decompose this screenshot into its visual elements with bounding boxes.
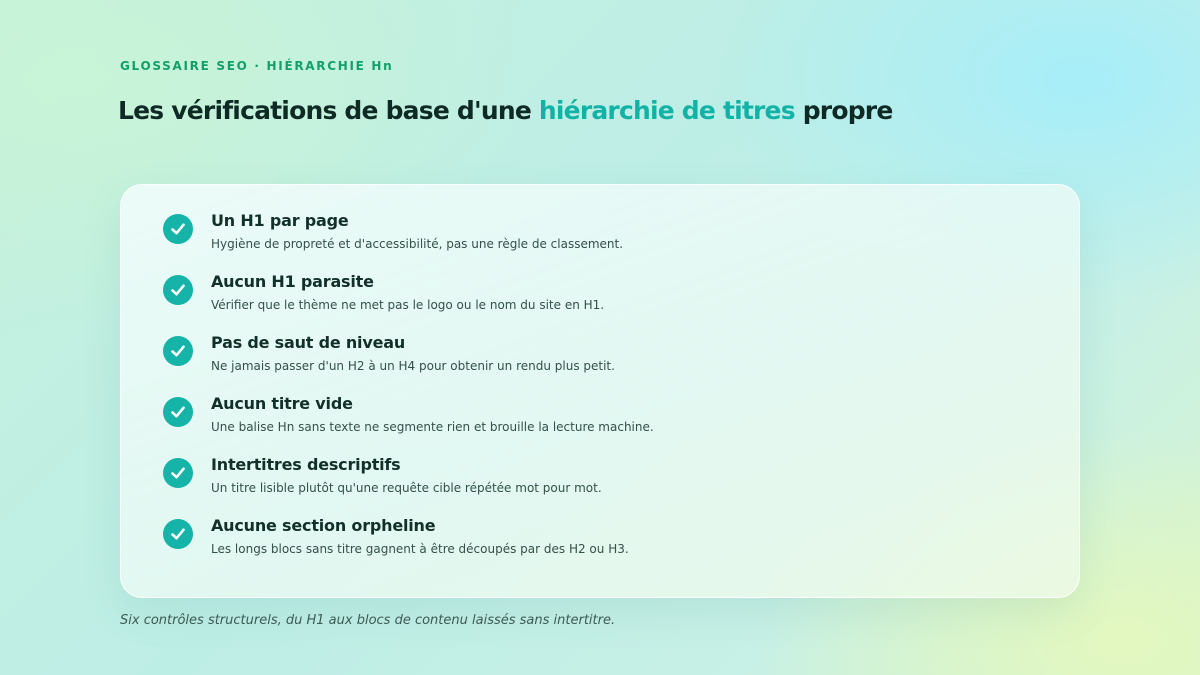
- checklist-item-title: Aucun H1 parasite: [211, 272, 374, 291]
- checklist-item-title: Intertitres descriptifs: [211, 455, 401, 474]
- check-circle-icon: [163, 397, 193, 427]
- checklist-item: [163, 272, 1023, 325]
- checklist-item-title: Aucune section orpheline: [211, 516, 436, 535]
- checklist-item: [163, 333, 1023, 386]
- check-circle-icon: [163, 336, 193, 366]
- checklist-item-description: Un titre lisible plutôt qu'une requête cible répétée mot pour mot.: [211, 481, 602, 495]
- title-lead: Les vérifications de base d'une: [118, 96, 539, 125]
- check-circle-icon: [163, 214, 193, 244]
- checklist-item: [163, 516, 1023, 569]
- checklist-card: [120, 184, 1080, 598]
- eyebrow-label: GLOSSAIRE SEO · HIÉRARCHIE Hn: [120, 59, 394, 73]
- checklist-item-description: Ne jamais passer d'un H2 à un H4 pour obtenir un rendu plus petit.: [211, 359, 615, 373]
- check-circle-icon: [163, 458, 193, 488]
- checklist-item-description: Vérifier que le thème ne met pas le logo ou le nom du site en H1.: [211, 298, 605, 312]
- checklist-item-title: Un H1 par page: [211, 211, 349, 230]
- checklist-item-title: Pas de saut de niveau: [211, 333, 406, 352]
- title-highlight: hiérarchie de titres: [538, 96, 795, 125]
- checklist-item-description: Hygiène de propreté et d'accessibilité, pas une règle de classement.: [211, 237, 624, 251]
- check-circle-icon: [163, 275, 193, 305]
- check-circle-icon: [163, 519, 193, 549]
- checklist-item: [163, 211, 1023, 264]
- checklist-item-description: Une balise Hn sans texte ne segmente rien et brouille la lecture machine.: [211, 420, 654, 434]
- caption: Six contrôles structurels, du H1 aux blocs de contenu laissés sans intertitre.: [120, 613, 616, 628]
- checklist-item: [163, 455, 1023, 508]
- checklist-item: [163, 394, 1023, 447]
- page-title: [118, 96, 892, 125]
- title-tail: propre: [794, 96, 893, 125]
- checklist-item-description: Les longs blocs sans titre gagnent à être découpés par des H2 ou H3.: [211, 542, 629, 556]
- checklist-item-title: Aucun titre vide: [211, 394, 353, 413]
